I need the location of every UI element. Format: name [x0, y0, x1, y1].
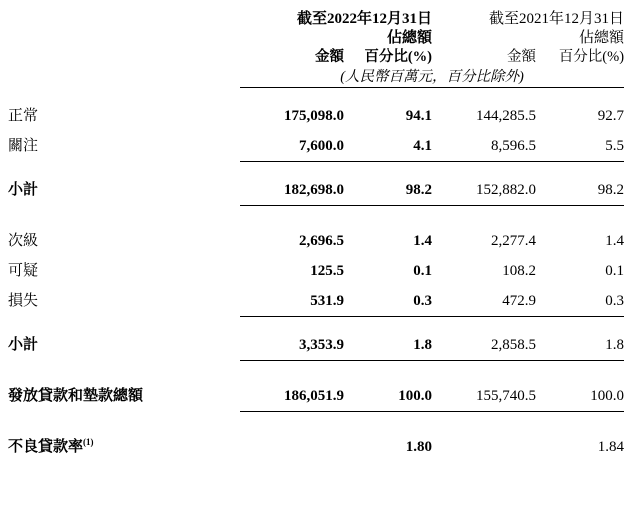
row-label: 發放貸款和墊款總額: [8, 388, 144, 404]
row-amount-2021: [432, 432, 536, 462]
row-amount-2021: 2,858.5: [491, 337, 537, 353]
row-amount-2022: 186,051.9: [284, 388, 344, 404]
table-row: [8, 226, 624, 256]
row-amount-2022: 531.9: [310, 293, 344, 309]
header-row-share: [8, 29, 624, 48]
row-percent-2021: 0.1: [605, 263, 625, 279]
table-row: [8, 330, 624, 360]
row-percent-2022: 1.8: [413, 337, 433, 353]
row-amount-2022: 182,698.0: [284, 182, 344, 198]
spacer-before-npl-b: [8, 425, 624, 432]
row-amount-2021: 472.9: [502, 293, 537, 309]
row-percent-2022: 4.1: [413, 138, 433, 154]
row-amount-2022: 3,353.9: [299, 337, 344, 353]
row-label: 小計: [8, 182, 39, 198]
row-label: 小計: [8, 337, 39, 353]
row-label: 可疑: [8, 263, 39, 279]
table-row: [8, 381, 624, 411]
row-percent-2022: 98.2: [405, 182, 433, 198]
row-amount-2021: 2,277.4: [491, 233, 537, 249]
spacer-before-group-2: [8, 206, 624, 219]
header-percent-2022: 百分比(%): [364, 49, 433, 65]
unit-note-row: [8, 67, 624, 87]
row-amount-2022: 2,696.5: [299, 233, 344, 249]
row-label: 關注: [8, 138, 39, 154]
header-share-2022: 佔總額: [387, 30, 433, 46]
header-period-2021: 截至2021年12月31日: [489, 11, 625, 27]
spacer-before-npl: [8, 412, 624, 425]
spacer-before-subtotal-2: [8, 317, 624, 330]
row-percent-2021: 100.0: [590, 388, 625, 404]
loan-quality-table: [8, 10, 624, 462]
unit-note-blank: [8, 67, 240, 87]
row-label: [8, 432, 240, 462]
table-row: [8, 432, 624, 462]
row-percent-2021: 0.3: [605, 293, 625, 309]
row-amount-2021: 8,596.5: [491, 138, 537, 154]
spacer-before-group-2b: [8, 219, 624, 226]
row-label: 損失: [8, 293, 39, 309]
row-amount-2022: 175,098.0: [284, 108, 344, 124]
header-corner-blank: [8, 10, 240, 29]
row-percent-2021: 98.2: [597, 182, 625, 198]
header-period-2022: 截至2022年12月31日: [297, 11, 433, 27]
row-amount-2022: [240, 432, 344, 462]
row-percent-2022: 1.4: [413, 233, 433, 249]
spacer-before-subtotal-1: [8, 162, 624, 175]
header-corner-blank-2: [8, 29, 240, 48]
row-percent-2021: 1.84: [597, 439, 625, 455]
spacer-after-header: [8, 88, 624, 101]
spacer-before-total-b: [8, 374, 624, 381]
row-label: 次級: [8, 233, 39, 249]
row-amount-2022: 7,600.0: [299, 138, 344, 154]
table-row: [8, 175, 624, 205]
header-corner-blank-3: [8, 48, 240, 67]
row-amount-2021: 152,882.0: [476, 182, 537, 198]
row-percent-2021: 92.7: [597, 108, 625, 124]
header-percent-2021: 百分比(%): [558, 49, 625, 65]
table-row: [8, 256, 624, 286]
header-amount-2021: 金額: [507, 49, 537, 65]
row-percent-2022: 0.1: [413, 263, 433, 279]
row-amount-2021: 108.2: [502, 263, 537, 279]
row-percent-2022: 1.80: [405, 439, 433, 455]
table-row: [8, 101, 624, 131]
row-percent-2022: 0.3: [413, 293, 433, 309]
row-amount-2021: 155,740.5: [476, 388, 537, 404]
row-amount-2022: 125.5: [310, 263, 344, 279]
row-percent-2022: 100.0: [398, 388, 433, 404]
row-label: 正常: [8, 108, 39, 124]
header-amount-2022: 金額: [315, 49, 344, 65]
footnote-marker: (1): [83, 437, 94, 447]
row-percent-2021: 5.5: [605, 138, 625, 154]
spacer-before-total: [8, 361, 624, 374]
row-percent-2022: 94.1: [405, 108, 433, 124]
row-percent-2021: 1.4: [605, 233, 625, 249]
table-row: [8, 286, 624, 316]
table-row: [8, 131, 624, 161]
header-row-period: [8, 10, 624, 29]
row-percent-2021: 1.8: [605, 337, 625, 353]
unit-note: (人民幣百萬元，百分比除外): [340, 69, 524, 85]
row-label-text: 不良貸款率: [8, 439, 84, 455]
header-row-subcols: [8, 48, 624, 67]
row-amount-2021: 144,285.5: [476, 108, 537, 124]
header-share-2021: 佔總額: [579, 30, 625, 46]
